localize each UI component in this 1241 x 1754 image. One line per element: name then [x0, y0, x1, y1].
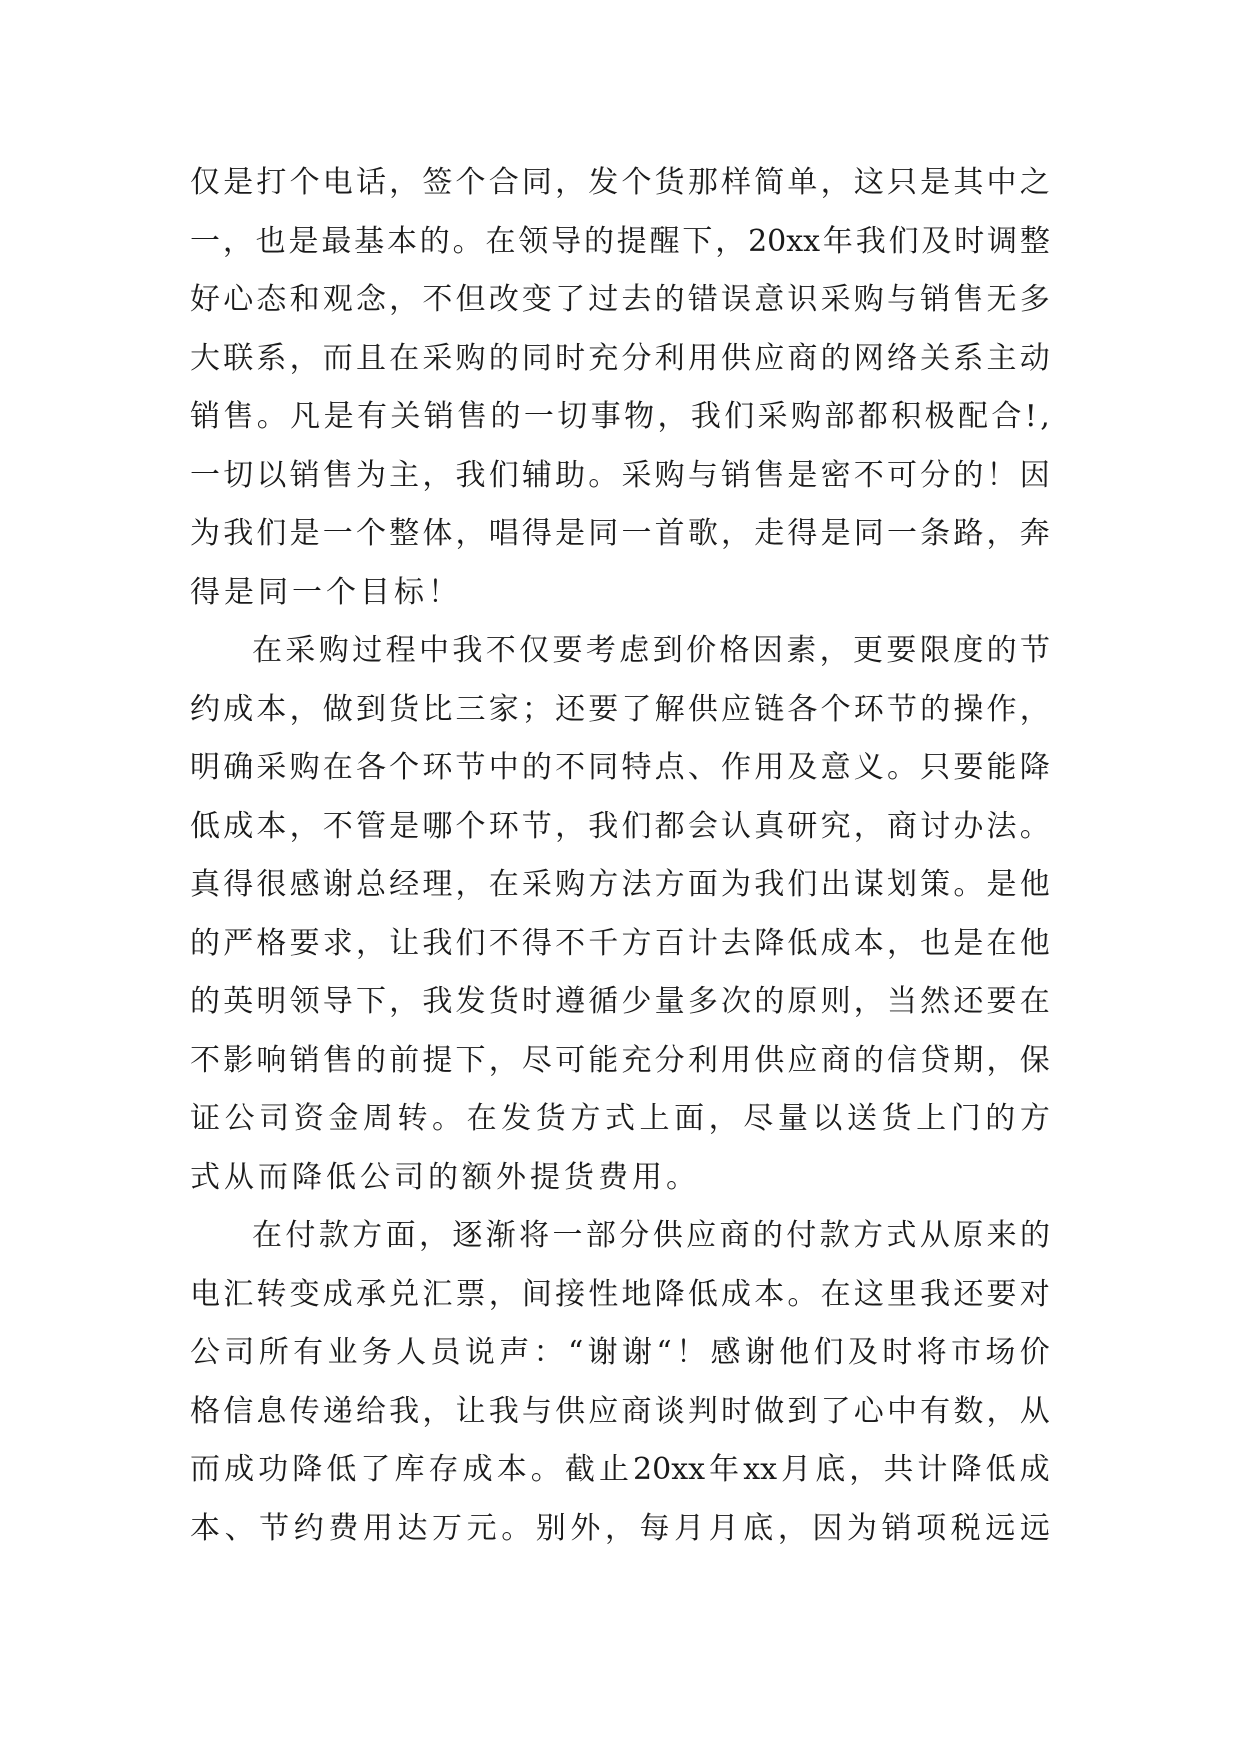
text-line: 式从而降低公司的额外提货费用。 [190, 1159, 700, 1195]
text-line: 一 ， 也 是 最 基 本 的 。 在 领 导 的 提 醒 下 ， 20xx 年 我 们 及 时 调 整 [190, 223, 1050, 259]
paragraph-2 [190, 622, 1050, 1207]
text-line: 销 售 。 凡 是 有 关 销 售 的 一 切 事 物 ， 我 们 采 购 部 都 积 极 配 合 ! , [190, 399, 1050, 434]
text-line: 一 切 以 销 售 为 主 ， 我 们 辅 助 。 采 购 与 销 售 是 密 不 可 分 的 ！ 因 [190, 457, 1050, 493]
text-line: 得是同一个目标！ [190, 574, 462, 610]
text-line: 大 联 系 ， 而 且 在 采 购 的 同 时 充 分 利 用 供 应 商 的 网 络 关 系 主 动 [190, 340, 1050, 376]
text-line: 约 成 本 ， 做 到 货 比 三 家 ； 还 要 了 解 供 应 链 各 个 环 节 的 操 作 ， [190, 691, 1050, 727]
text-line: 证 公 司 资 金 周 转 。 在 发 货 方 式 上 面 ， 尽 量 以 送 货 上 门 的 方 [190, 1101, 1050, 1136]
text-line: 真 得 很 感 谢 总 经 理 ， 在 采 购 方 法 方 面 为 我 们 出 谋 划 策 。 是 他 [190, 867, 1050, 902]
text-line: 在 付 款 方 面 ， 逐 渐 将 一 部 分 供 应 商 的 付 款 方 式 从 原 来 的 [252, 1218, 1050, 1253]
document-page [190, 154, 1050, 1558]
paragraph-3 [190, 1207, 1050, 1558]
text-line: 本 、 节 约 费 用 达 万 元 。 别 外 ， 每 月 月 底 ， 因 为 销 项 税 远 远 [190, 1510, 1050, 1546]
text-line: 公 司 所 有 业 务 人 员 说 声 ： “ 谢 谢 “ ！ 感 谢 他 们 及 时 将 市 场 价 [190, 1335, 1050, 1370]
text-line: 低 成 本 ， 不 管 是 哪 个 环 节 ， 我 们 都 会 认 真 研 究 ， 商 讨 办 法 。 [190, 808, 1050, 844]
text-line: 格 信 息 传 递 给 我 ， 让 我 与 供 应 商 谈 判 时 做 到 了 心 中 有 数 ， 从 [190, 1393, 1050, 1429]
text-line: 的 严 格 要 求 ， 让 我 们 不 得 不 千 方 百 计 去 降 低 成 本 ， 也 是 在 他 [190, 925, 1050, 961]
text-line: 明 确 采 购 在 各 个 环 节 中 的 不 同 特 点 、 作 用 及 意 义 。 只 要 能 降 [190, 750, 1050, 785]
paragraph-1 [190, 154, 1050, 622]
text-line: 不 影 响 销 售 的 前 提 下 ， 尽 可 能 充 分 利 用 供 应 商 的 信 贷 期 ， 保 [190, 1042, 1050, 1078]
text-line: 而 成 功 降 低 了 库 存 成 本 。 截 止 20xx 年 xx 月 底 ， 共 计 降 低 成 [190, 1452, 1050, 1487]
text-line: 的 英 明 领 导 下 ， 我 发 货 时 遵 循 少 量 多 次 的 原 则 ， 当 然 还 要 在 [190, 984, 1050, 1019]
text-line: 好 心 态 和 观 念 ， 不 但 改 变 了 过 去 的 错 误 意 识 采 购 与 销 售 无 多 [190, 282, 1050, 317]
text-line: 为 我 们 是 一 个 整 体 ， 唱 得 是 同 一 首 歌 ， 走 得 是 同 一 条 路 ， 奔 [190, 516, 1050, 551]
text-line: 电 汇 转 变 成 承 兑 汇 票 ， 间 接 性 地 降 低 成 本 。 在 这 里 我 还 要 对 [190, 1276, 1050, 1312]
text-line: 仅 是 打 个 电 话 ， 签 个 合 同 ， 发 个 货 那 样 简 单 ， 这 只 是 其 中 之 [190, 165, 1050, 200]
text-line: 在 采 购 过 程 中 我 不 仅 要 考 虑 到 价 格 因 素 ， 更 要 限 度 的 节 [252, 633, 1050, 668]
